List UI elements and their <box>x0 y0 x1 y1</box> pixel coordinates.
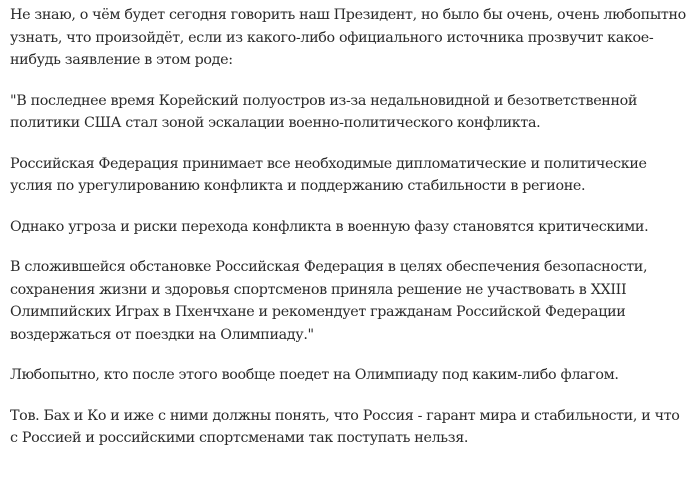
paragraph-quote-decision: В сложившейся обстановке Российская Федерация в целях обеспечения безопасности, сохранения жизни и здоровья спортсменов приняла решение не участвовать в XXIII Олимпийских Играх в Пхенчхане и рекомендует гражданам Российской Федерации воздержаться от поездки на Олимпиаду." <box>10 259 648 343</box>
paragraph-flag-question: Любопытно, кто после этого вообще поедет на Олимпиаду под каким-либо флагом. <box>10 367 619 383</box>
paragraph-quote-diplomacy: Российская Федерация принимает все необходимые дипломатические и политические услия по урегулированию конфликта и поддержанию стабильности в регионе. <box>10 155 647 194</box>
paragraph-conclusion: Тов. Бах и Ко и иже с ними должны понять, что Россия - гарант мира и стабильности, и что с Россией и российскими спортсменами так поступать нельзя. <box>10 407 680 446</box>
paragraph-intro: Не знаю, о чём будет сегодня говорить наш Президент, но было бы очень, очень любопытно узнать, что произойдёт, если из какого-либо официального источника прозвучит какое-нибудь заявление в этом роде: <box>10 7 686 68</box>
paragraph-quote-korea: "В последнее время Корейский полуостров из-за недальновидной и безответственной политики США стал зоной эскалации военно-политического конфликта. <box>10 92 638 131</box>
paragraph-quote-threat: Однако угроза и риски перехода конфликта в военную фазу становятся критическими. <box>10 218 649 235</box>
